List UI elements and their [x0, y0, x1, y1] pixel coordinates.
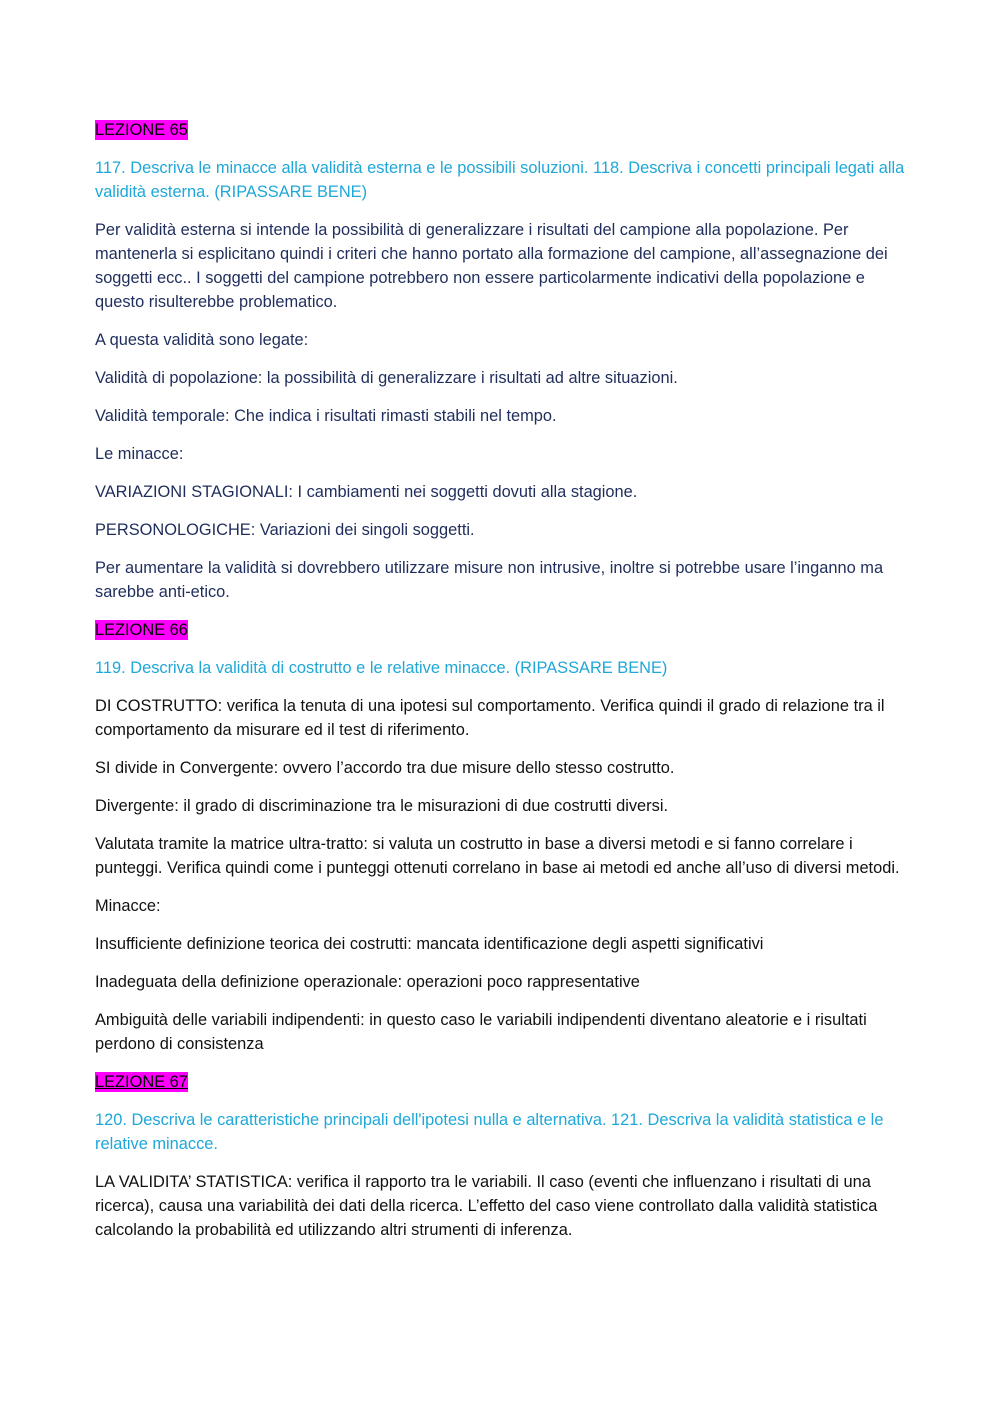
paragraph-threats-heading: Le minacce:	[95, 445, 184, 463]
paragraph-threats-label: Minacce:	[95, 897, 161, 915]
paragraph-external-validity: Per validità esterna si intende la possibilità di generalizzare i risultati del campione alla popolazione. Per mantenerla si esplicitano quindi i criteri che hanno portato alla formazione del campione, all’assegnazione dei soggetti ecc.. I soggetti del campione potrebbero non essere particolarmente indicativi della popolazione e questo risulterebbe problematico.	[95, 221, 888, 311]
paragraph-statistical-validity: LA VALIDITA’ STATISTICA: verifica il rapporto tra le variabili. Il caso (eventi che influenzano i risultati di una ricerca), causa una variabilità dei dati della ricerca. L’effetto del caso viene controllato dalla validità statistica calcolando la probabilità ed utilizzando altri strumenti di inferenza.	[95, 1173, 878, 1239]
paragraph-temporal-validity: Validità temporale: Che indica i risultati rimasti stabili nel tempo.	[95, 407, 557, 425]
paragraph-convergent: SI divide in Convergente: ovvero l’accordo tra due misure dello stesso costrutto.	[95, 759, 675, 777]
paragraph-related: A questa validità sono legate:	[95, 331, 309, 349]
paragraph-population-validity: Validità di popolazione: la possibilità di generalizzare i risultati ad altre situazioni.	[95, 369, 678, 387]
paragraph-divergent: Divergente: il grado di discriminazione tra le misurazioni di due costrutti diversi.	[95, 797, 669, 815]
paragraph-increase-validity: Per aumentare la validità si dovrebbero utilizzare misure non intrusive, inoltre si potrebbe usare l’inganno ma sarebbe anti-etico.	[95, 559, 884, 601]
question-117-118: 117. Descriva le minacce alla validità esterna e le possibili soluzioni. 118. Descriva i concetti principali legati alla validità esterna. (RIPASSARE BENE)	[95, 159, 905, 201]
lesson-heading-65: LEZIONE 65	[95, 121, 188, 139]
paragraph-matrix: Valutata tramite la matrice ultra-tratto: si valuta un costrutto in base a diversi metodi e si fanno correlare i punteggi. Verifica quindi come i punteggi ottenuti correlano in base ai metodi ed anche all’uso di diversi metodi.	[95, 835, 900, 877]
paragraph-insufficient-definition: Insufficiente definizione teorica dei costrutti: mancata identificazione degli aspetti significativi	[95, 935, 764, 953]
document-page	[95, 118, 905, 1256]
question-119: 119. Descriva la validità di costrutto e le relative minacce. (RIPASSARE BENE)	[95, 659, 668, 677]
paragraph-ambiguity: Ambiguità delle variabili indipendenti: in questo caso le variabili indipendenti diventano aleatorie e i risultati perdono di consistenza	[95, 1011, 867, 1053]
lesson-heading-67: LEZIONE 67	[95, 1073, 188, 1091]
paragraph-construct: DI COSTRUTTO: verifica la tenuta di una ipotesi sul comportamento. Verifica quindi il grado di relazione tra il comportamento da misurare ed il test di riferimento.	[95, 697, 885, 739]
paragraph-inadequate-definition: Inadeguata della definizione operazionale: operazioni poco rappresentative	[95, 973, 640, 991]
lesson-heading-66: LEZIONE 66	[95, 621, 188, 639]
question-120-121: 120. Descriva le caratteristiche principali dell'ipotesi nulla e alternativa. 121. Descriva la validità statistica e le relative minacce.	[95, 1111, 884, 1153]
paragraph-seasonal: VARIAZIONI STAGIONALI: I cambiamenti nei soggetti dovuti alla stagione.	[95, 483, 638, 501]
paragraph-personological: PERSONOLOGICHE: Variazioni dei singoli soggetti.	[95, 521, 475, 539]
